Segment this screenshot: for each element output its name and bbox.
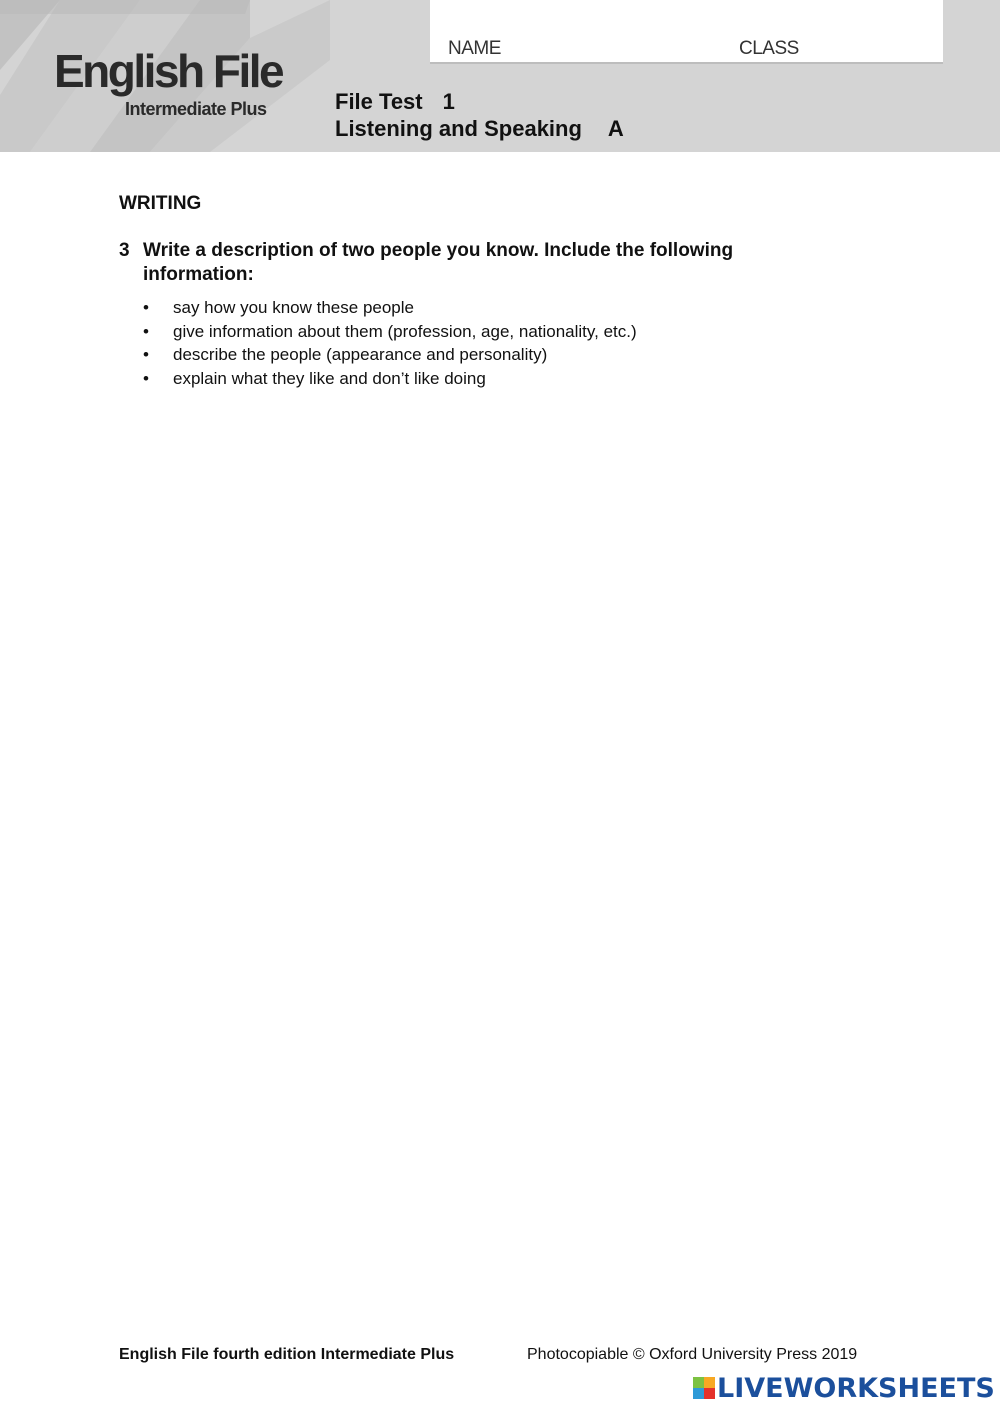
test-version: A [607, 116, 624, 141]
bullet-icon: • [143, 298, 149, 317]
header-band [0, 0, 1000, 152]
list-item-text: give information about them (profession, age, nationality, etc.) [173, 321, 637, 341]
liveworksheets-logo-icon [693, 1377, 715, 1399]
task-instruction [119, 239, 819, 287]
test-skill: Listening and Speaking [335, 116, 582, 141]
logo-title: English File [54, 45, 283, 97]
test-title-line2 [335, 115, 624, 142]
test-title [335, 88, 624, 142]
test-number: 1 [442, 89, 455, 114]
list-item-text: say how you know these people [173, 298, 414, 317]
footer-copyright: Photocopiable © Oxford University Press 2019 [527, 1346, 858, 1363]
bullet-icon: • [143, 345, 149, 364]
name-class-box [430, 0, 943, 64]
footer-edition: English File fourth edition Intermediate Plus [119, 1346, 455, 1363]
list-item-text: explain what they like and don’t like doing [173, 368, 486, 388]
test-title-line1 [335, 88, 624, 115]
name-label: NAME [448, 38, 501, 59]
task-number: 3 [119, 240, 130, 261]
bullet-list [143, 296, 843, 390]
task-text: Write a description of two people you know. Include the following information: [143, 240, 734, 285]
bullet-icon: • [143, 321, 149, 341]
list-item [143, 296, 843, 320]
list-item [143, 343, 843, 367]
list-item [143, 367, 843, 391]
liveworksheets-text: LIVEWORKSHEETS [717, 1372, 995, 1404]
list-item-text: describe the people (appearance and personality) [173, 345, 548, 364]
logo-subtitle: Intermediate Plus [125, 99, 267, 119]
section-heading: WRITING [119, 193, 202, 214]
test-name: File Test [335, 89, 423, 114]
bullet-icon: • [143, 368, 149, 388]
liveworksheets-watermark[interactable] [693, 1373, 995, 1403]
list-item [143, 320, 843, 344]
class-label: CLASS [739, 38, 799, 59]
